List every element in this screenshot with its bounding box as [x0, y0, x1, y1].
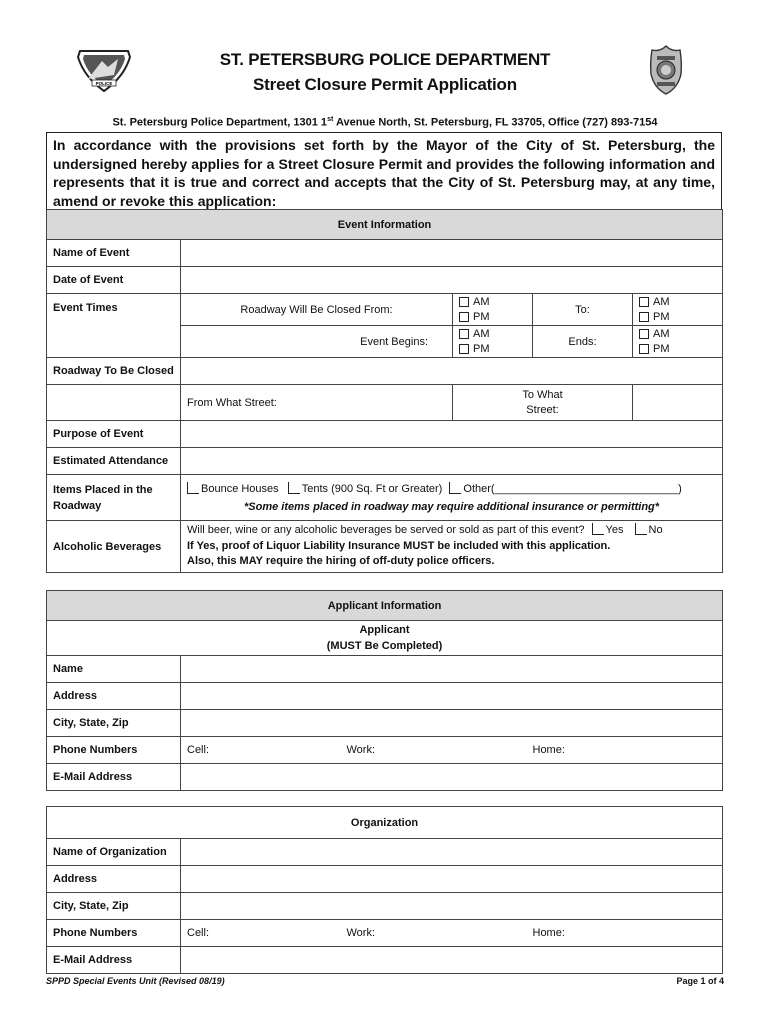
footer-page-number: Page 1 of 4 — [676, 976, 724, 986]
organization-header: Organization — [47, 807, 723, 839]
applicant-email-label: E-Mail Address — [47, 764, 181, 791]
event-times-label — [47, 294, 181, 358]
to-street-blank[interactable] — [633, 385, 723, 421]
yes-checkbox[interactable] — [592, 523, 604, 535]
department-address — [0, 116, 770, 129]
begins-pm[interactable] — [459, 342, 526, 357]
applicant-section-header: Applicant Information — [47, 591, 723, 621]
closed-from-am[interactable] — [459, 295, 526, 310]
tents-label: Tents (900 Sq. Ft or Greater) — [301, 483, 443, 495]
form-title: Street Closure Permit Application — [253, 75, 517, 94]
am-label: AM — [473, 295, 490, 308]
address-part-1: St. Petersburg Police Department, 1301 1 — [112, 116, 328, 129]
purpose-label: Purpose of Event — [47, 421, 181, 448]
am-label: AM — [653, 327, 670, 340]
name-of-event-label: Name of Event — [47, 240, 181, 267]
applicant-email-field[interactable] — [181, 764, 723, 791]
closed-from-pm[interactable] — [459, 310, 526, 325]
organization-address-label: Address — [47, 866, 181, 893]
applicant-cell-field[interactable] — [181, 737, 341, 764]
event-information-table — [46, 209, 723, 573]
event-section-header: Event Information — [47, 210, 723, 240]
checkbox-icon[interactable] — [459, 312, 469, 322]
organization-address-field[interactable] — [181, 866, 723, 893]
department-title: ST. PETERSBURG POLICE DEPARTMENT — [219, 50, 551, 69]
date-of-event-label: Date of Event — [47, 267, 181, 294]
items-note: *Some items placed in roadway may require additional insurance or permitting* — [243, 501, 660, 513]
applicant-information-table — [46, 590, 723, 791]
applicant-phone-label: Phone Numbers — [47, 737, 181, 764]
organization-email-label: E-Mail Address — [47, 947, 181, 974]
applicant-work-label: Work: — [346, 744, 376, 756]
am-label: AM — [473, 327, 490, 340]
applicant-address-label: Address — [47, 683, 181, 710]
alcohol-note-2: Also, this MAY require the hiring of off-duty police officers. — [187, 555, 495, 568]
from-street-label: From What Street: — [187, 396, 277, 409]
organization-work-label: Work: — [346, 927, 376, 939]
organization-city-label: City, State, Zip — [47, 893, 181, 920]
organization-home-label: Home: — [532, 927, 565, 939]
purpose-field[interactable] — [181, 421, 723, 448]
tents-checkbox[interactable] — [288, 482, 300, 494]
closed-from-ampm — [453, 294, 533, 326]
closed-from-label: Roadway Will Be Closed From: — [181, 294, 453, 326]
organization-name-field[interactable] — [181, 839, 723, 866]
alcohol-question: Will beer, wine or any alcoholic beverages be served or sold as part of this event? — [187, 524, 585, 537]
ends-ampm — [633, 326, 723, 358]
items-options — [187, 482, 716, 495]
checkbox-icon[interactable] — [459, 297, 469, 307]
organization-cell-field[interactable] — [181, 920, 341, 947]
applicant-name-label: Name — [47, 656, 181, 683]
organization-email-field[interactable] — [181, 947, 723, 974]
organization-phone-label: Phone Numbers — [47, 920, 181, 947]
alcohol-field — [181, 521, 723, 573]
roadway-field[interactable] — [181, 358, 723, 385]
other-label: Other( — [463, 483, 495, 495]
logo-police-text: POLICE — [95, 81, 113, 86]
to-label: To: — [533, 294, 633, 326]
begins-ampm — [453, 326, 533, 358]
organization-table — [46, 806, 723, 974]
address-part-2: Avenue North, St. Petersburg, FL 33705, Office (727) 893-7154 — [333, 116, 658, 129]
organization-work-field[interactable] — [341, 920, 527, 947]
items-label: Items Placed in the Roadway — [47, 475, 181, 521]
organization-home-field[interactable] — [527, 920, 723, 947]
closed-to-ampm — [633, 294, 723, 326]
address-superscript: st — [327, 116, 334, 123]
ends-pm[interactable] — [639, 342, 716, 357]
no-checkbox[interactable] — [635, 523, 647, 535]
date-of-event-field[interactable] — [181, 267, 723, 294]
bounce-checkbox[interactable] — [187, 482, 199, 494]
other-checkbox[interactable] — [449, 482, 461, 494]
closed-to-am[interactable] — [639, 295, 716, 310]
checkbox-icon[interactable] — [639, 312, 649, 322]
applicant-cell-label: Cell: — [187, 744, 210, 756]
to-street-label: To What Street: — [522, 388, 563, 416]
alcohol-question-row — [187, 523, 716, 539]
applicant-subheader — [47, 621, 723, 656]
applicant-subtitle: Applicant — [359, 624, 410, 636]
organization-cell-label: Cell: — [187, 927, 210, 939]
event-times-label-text: Event Times — [53, 301, 118, 314]
attendance-field[interactable] — [181, 448, 723, 475]
applicant-work-field[interactable] — [341, 737, 527, 764]
attendance-label: Estimated Attendance — [47, 448, 181, 475]
applicant-subnote: (MUST Be Completed) — [326, 640, 443, 652]
organization-name-label: Name of Organization — [47, 839, 181, 866]
applicant-name-field[interactable] — [181, 656, 723, 683]
alcohol-note-1: If Yes, proof of Liquor Liability Insurance MUST be included with this application. — [187, 539, 611, 552]
organization-city-field[interactable] — [181, 893, 723, 920]
closed-to-pm[interactable] — [639, 310, 716, 325]
yes-label: Yes — [605, 524, 624, 537]
event-begins-label: Event Begins: — [181, 326, 453, 358]
roadway-label: Roadway To Be Closed — [47, 358, 181, 385]
to-street-field[interactable] — [453, 385, 633, 421]
pm-label: PM — [473, 342, 490, 355]
pm-label: PM — [653, 342, 670, 355]
checkbox-icon[interactable] — [459, 344, 469, 354]
am-label: AM — [653, 295, 670, 308]
name-of-event-field[interactable] — [181, 240, 723, 267]
from-street-field[interactable] — [181, 385, 453, 421]
bounce-label: Bounce Houses — [201, 483, 279, 495]
ends-label: Ends: — [533, 326, 633, 358]
no-label: No — [648, 524, 663, 537]
alcohol-label: Alcoholic Beverages — [47, 521, 181, 573]
pm-label: PM — [473, 310, 490, 323]
intro-statement: In accordance with the provisions set forth by the Mayor of the City of St. Petersburg, the undersigned hereby applies for a Street Closure Permit and provides the following information and represents that it is true and correct and accepts that the City of St. Petersburg may, at any time, amend or revoke this application: — [46, 132, 722, 212]
roadway-spacer — [47, 385, 181, 421]
applicant-home-label: Home: — [532, 744, 565, 756]
applicant-city-field[interactable] — [181, 710, 723, 737]
checkbox-icon[interactable] — [459, 329, 469, 339]
begins-am[interactable] — [459, 327, 526, 342]
ends-am[interactable] — [639, 327, 716, 342]
checkbox-icon[interactable] — [639, 344, 649, 354]
items-field — [181, 475, 723, 521]
pm-label: PM — [653, 310, 670, 323]
footer-revision: SPPD Special Events Unit (Revised 08/19) — [46, 976, 225, 986]
checkbox-icon[interactable] — [639, 329, 649, 339]
checkbox-icon[interactable] — [639, 297, 649, 307]
other-blank[interactable]: ______________________________) — [494, 483, 682, 495]
applicant-home-field[interactable] — [527, 737, 723, 764]
applicant-city-label: City, State, Zip — [47, 710, 181, 737]
applicant-address-field[interactable] — [181, 683, 723, 710]
